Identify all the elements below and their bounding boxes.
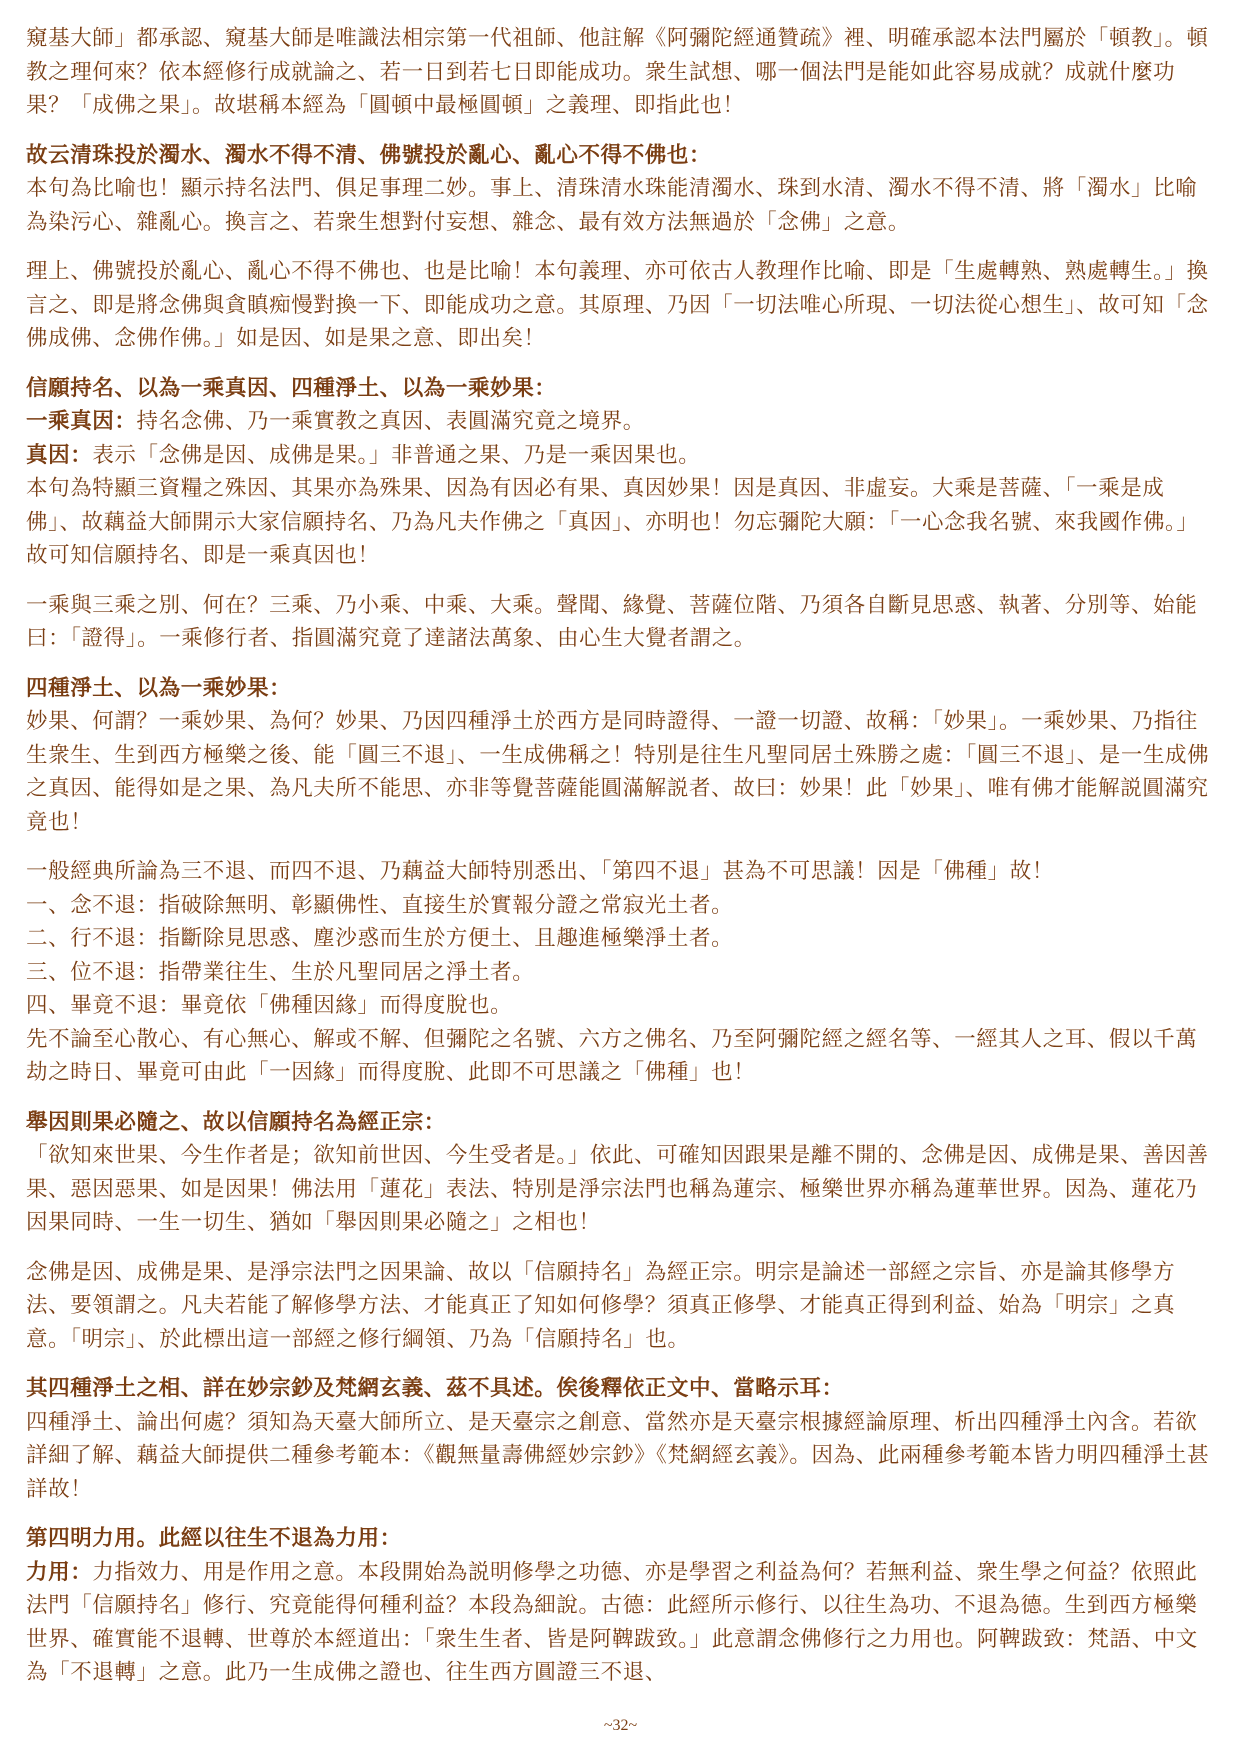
term-definition-cause: [26, 439, 1215, 473]
list-item: 一、念不退：指破除無明、彰顯佛性、直接生於實報分證之常寂光土者。: [26, 892, 734, 918]
section-heading-four-pure-lands: 其四種淨土之相、詳在妙宗鈔及梵網玄義、茲不具述。俟後釋依正文中、當略示耳：: [26, 1376, 844, 1401]
term-label: 力用：: [26, 1559, 93, 1585]
paragraph-four-nonretreat: 一般經典所論為三不退、而四不退、乃藕益大師特別悉出、「第四不退」甚為不可思議！因是「佛種」故！: [26, 859, 1054, 884]
term-label: 一乘真因：: [26, 409, 137, 434]
paragraph-buddha-seed: 先不論至心散心、有心無心、解或不解、但彌陀之名號、六方之佛名、乃至阿彌陀經之經名等、一經其人之耳、假以千萬劫之時日、畢竟可由此「一因緣」而得度脫、此即不可思議之「佛種」也！: [26, 1026, 1198, 1085]
paragraph-main-tenet: 念佛是因、成佛是果、是淨宗法門之因果論、故以「信願持名」為經正宗。明宗是論述一部經之宗旨、亦是論其修學方法、要領謂之。凡夫若能了解修學方法、才能真正了知如何修學？須真正修學、才能真正得到利益、始為「明宗」之真意。「明宗」、於此標出這一部經之修行綱領、乃為「信願持名」也。: [26, 1259, 1176, 1352]
section-heading-clear-pearl: 故云清珠投於濁水、濁水不得不清、佛號投於亂心、亂心不得不佛也：: [26, 142, 712, 168]
paragraph-wonderful-fruit: 妙果、何謂？一乘妙果、為何？妙果、乃因四種淨土於西方是同時證得、一證一切證、故稱：「妙果」。一乘妙果、乃指往生衆生、生到西方極樂之後、能「圓三不退」、一生成佛稱之！特別是往生凡聖同居土殊勝之處：「圓三不退」、是一生成佛之真因、能得如是之果、為凡夫所不能思、亦非等覺菩薩能圓滿解説者、故曰：妙果！此「妙果」、唯有佛才能解説圓滿究竟也！: [26, 709, 1210, 835]
paragraph-principle: 理上、佛號投於亂心、亂心不得不佛也、也是比喻！本句義理、亦可依古人教理作比喻、即是「生處轉熟、熟處轉生。」換言之、即是將念佛與貪瞋痴慢對換一下、即能成功之意。其原理、乃因「一切法唯心所現、一切法從心想生」、故可知「念佛成佛、念佛作佛。」如是因、如是果之意、即出矣！: [26, 259, 1209, 351]
list-item: 四、畢竟不退：畢竟依「佛種因緣」而得度脫也。: [26, 993, 513, 1018]
section-heading-wonderful-fruit: 四種淨土、以為一乘妙果：: [26, 675, 292, 701]
paragraph-opening: 窺基大師」都承認、窺基大師是唯識法相宗第一代祖師、他註解《阿彌陀經通贊疏》裡、明確承認本法門屬於「頓教」。頓教之理何來？依本經修行成就論之、若一日到若七日即能成功。衆生試想、哪一個法門是能如此容易成就？成就什麼功果？「成佛之果」。故堪稱本經為「圓頓中最極圓頓」之義理、即指此也！: [26, 26, 1209, 118]
term-text: 持名念佛、乃一乘實教之真因、表圓滿究竟之境界。: [136, 409, 645, 434]
paragraph-lotus: 「欲知來世果、今生作者是；欲知前世因、今生受者是。」依此、可確知因跟果是離不開的、念佛是因、成佛是果、善因善果、惡因惡果、如是因果！佛法用「蓮花」表法、特別是淨宗法門也稱為蓮宗、極樂世界亦稱為蓮華世界。因為、蓮花乃因果同時、一生一切生、猶如「舉因則果必隨之」之相也！: [26, 1143, 1209, 1235]
section-heading-cause-effect: 舉因則果必隨之、故以信願持名為經正宗：: [26, 1109, 446, 1135]
page-number: ~32~: [603, 1717, 638, 1734]
paragraph-metaphor: 本句為比喻也！顯示持名法門、俱足事理二妙。事上、清珠清水珠能清濁水、珠到水清、濁水不得不清、將「濁水」比喻為染污心、雜亂心。換言之、若衆生想對付妄想、雜念、最有效方法無過於「念佛」之意。: [26, 176, 1198, 235]
term-definition-true-cause: [26, 405, 1215, 439]
list-item: 二、行不退：指斷除見思惑、塵沙惑而生於方便土、且趣進極樂淨土者。: [26, 926, 734, 951]
paragraph-tiantai: 四種淨土、論出何處？須知為天臺大師所立、是天臺宗之創意、當然亦是天臺宗根據經論原理、析出四種淨土內含。若欲詳細了解、藕益大師提供二種參考範本：《觀無量壽佛經妙宗鈔》《梵網經玄義》。因為、此兩種參考範本皆力明四種淨土甚詳故！: [26, 1409, 1210, 1502]
section-heading-power-function: 第四明力用。此經以往生不退為力用：: [26, 1526, 402, 1551]
list-item: 三、位不退：指帶業往生、生於凡聖同居之淨土者。: [26, 959, 535, 985]
term-text: 表示「念佛是因、成佛是果。」非普通之果、乃是一乘因果也。: [92, 442, 701, 468]
paragraph-vehicles: 一乘與三乘之別、何在？三乘、乃小乘、中乘、大乘。聲聞、緣覺、菩薩位階、乃須各自斷見思惑、執著、分別等、始能曰：「證得」。一乘修行者、指圓滿究竟了達諸法萬象、由心生大覺者謂之。: [26, 592, 1198, 651]
term-definition-power-function: [26, 1556, 1215, 1690]
term-label: 真因：: [26, 442, 93, 468]
paragraph-special-cause: 本句為特顯三資糧之殊因、其果亦為殊果、因為有因必有果、真因妙果！因是真因、非虛妄。大乘是菩薩、「一乘是成佛」、故藕益大師開示大家信願持名、乃為凡夫作佛之「真因」、亦明也！勿忘彌陀大願：「一心念我名號、來我國作佛。」故可知信願持名、即是一乘真因也！: [26, 476, 1199, 568]
term-text: 力指效力、用是作用之意。本段開始為説明修學之功德、亦是學習之利益為何？若無利益、衆生學之何益？依照此法門「信願持名」修行、究竟能得何種利益？本段為細說。古德：此經所示修行、以往生為功、不退為德。生到西方極樂世界、確實能不退轉、世尊於本經道出：「衆生生者、皆是阿鞞跋致。」此意謂念佛修行之力用也。阿鞞跋致：梵語、中文為「不退轉」之意。此乃一生成佛之證也、往生西方圓證三不退、: [26, 1559, 1198, 1685]
section-heading-one-vehicle: 信願持名、以為一乘真因、四種淨土、以為一乘妙果：: [26, 375, 557, 401]
